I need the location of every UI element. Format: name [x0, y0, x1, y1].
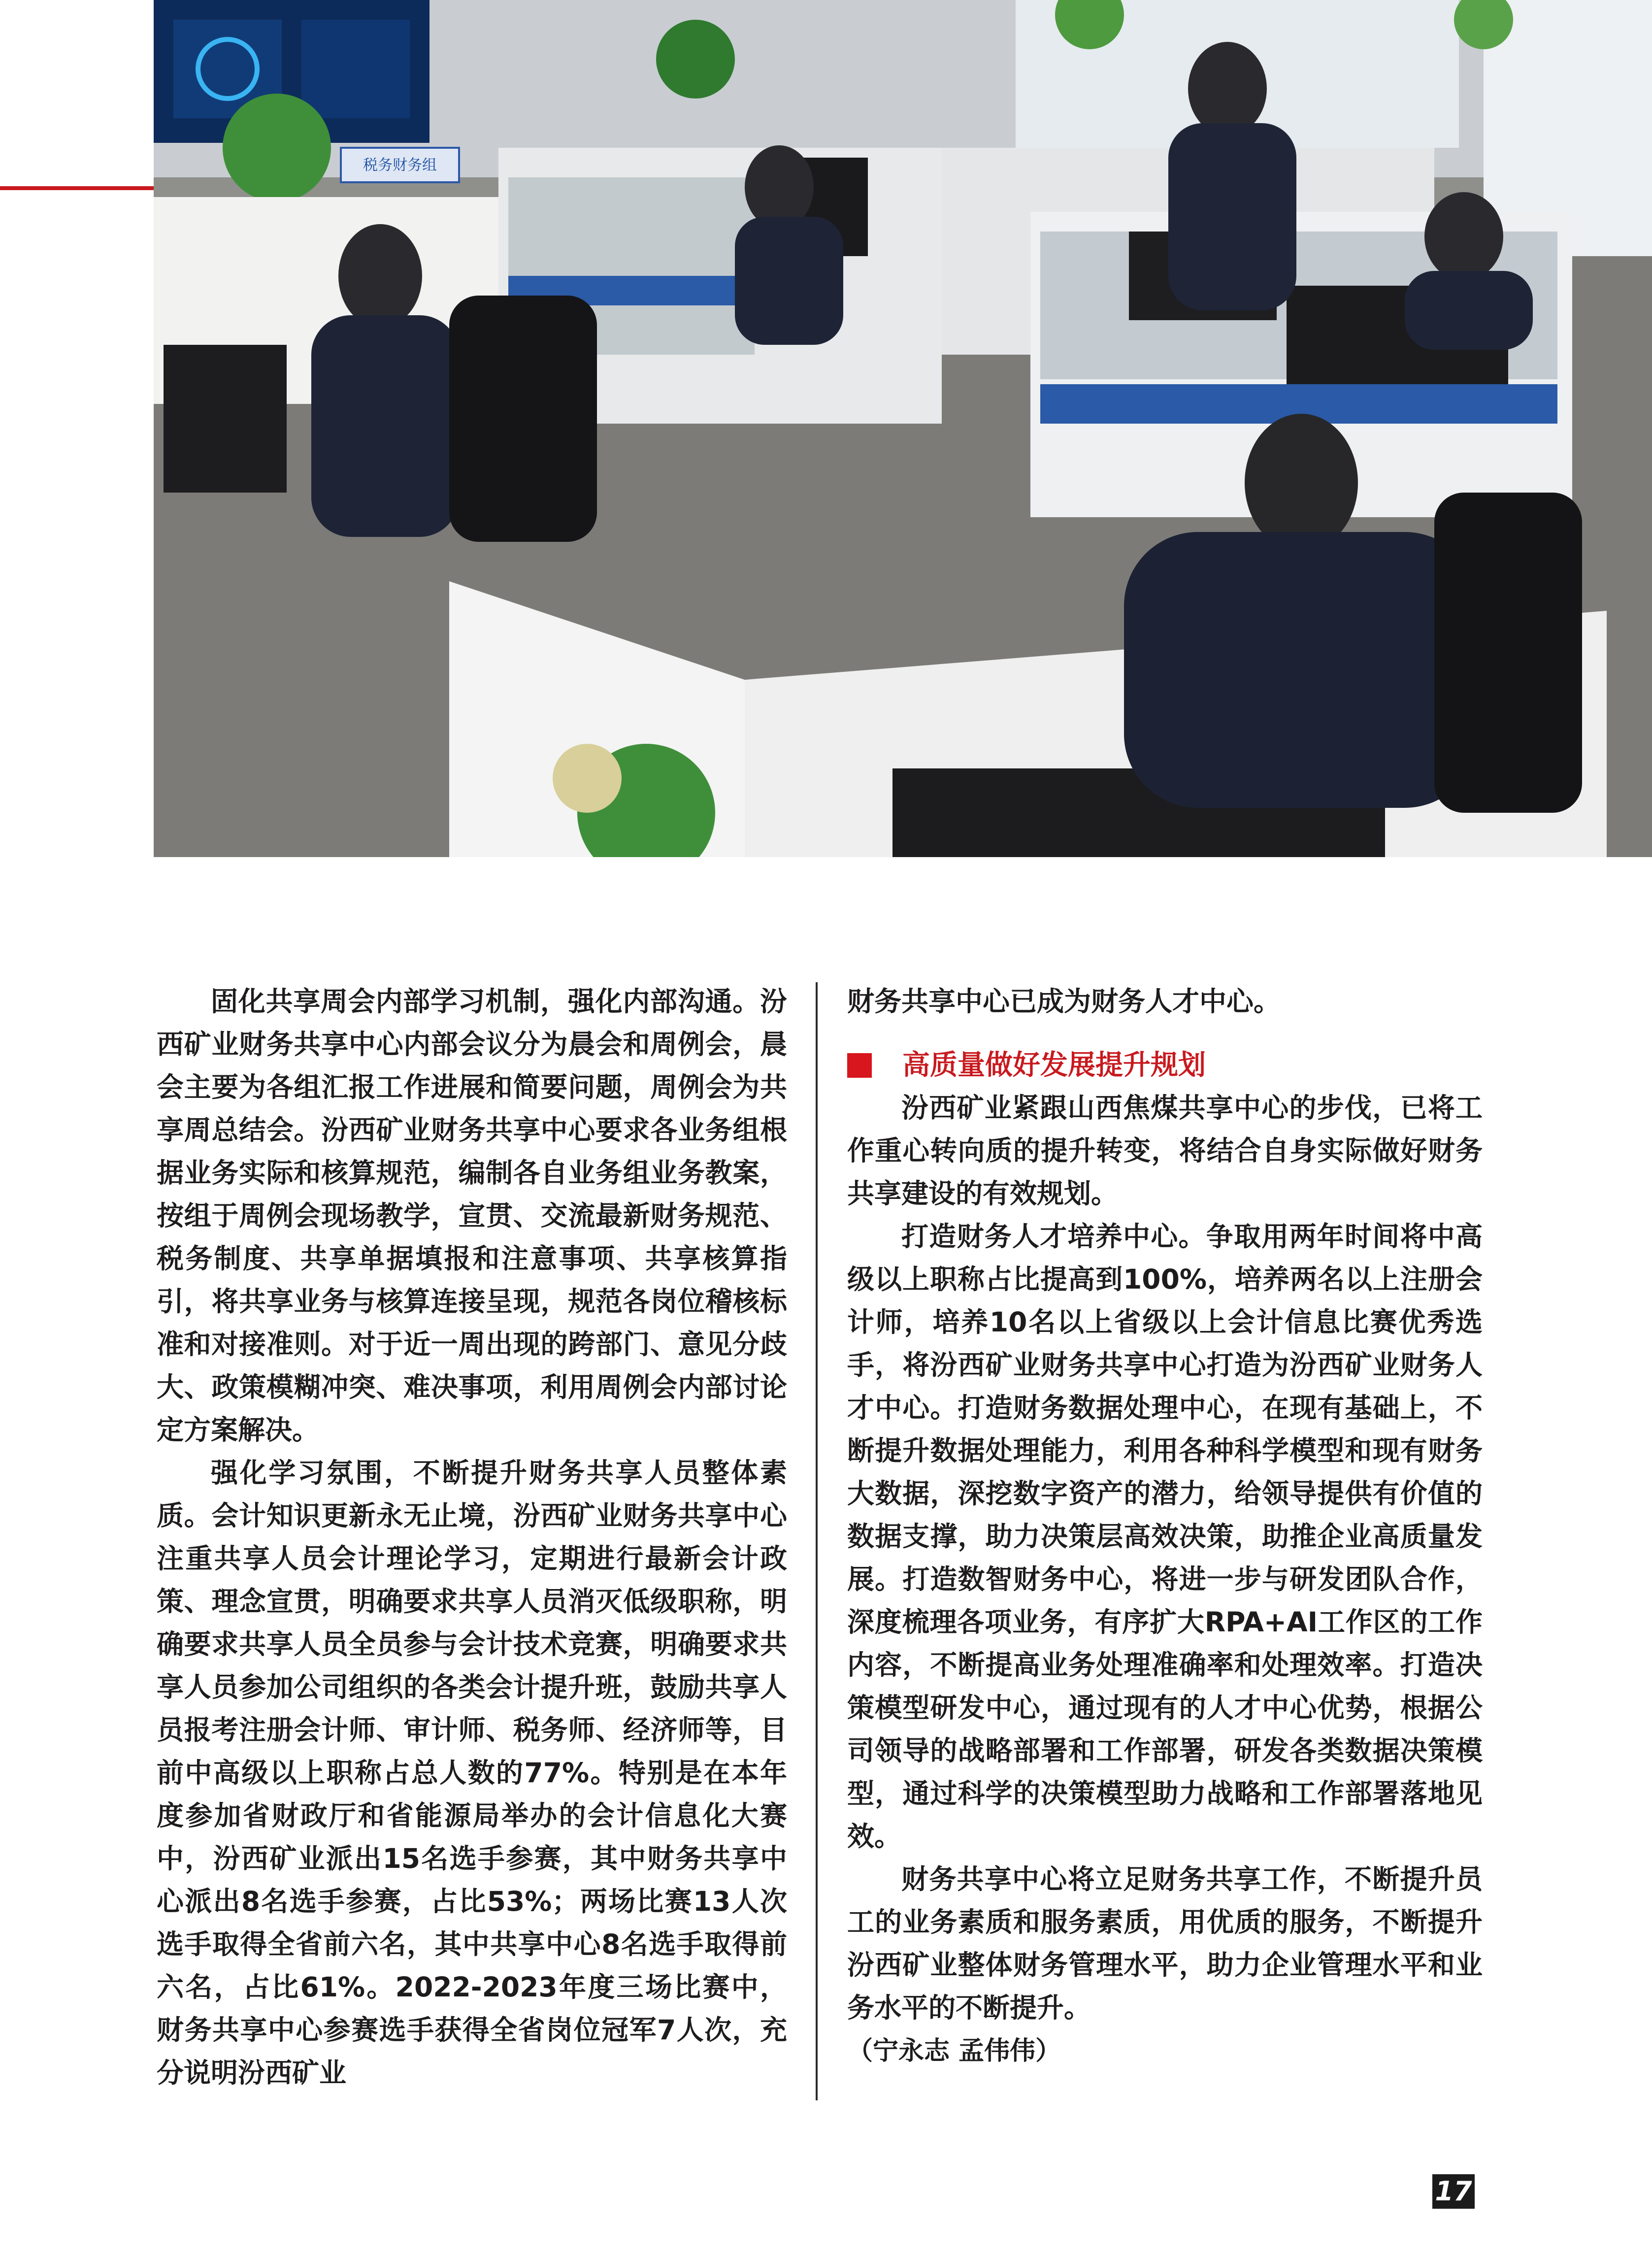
office-photo — [154, 0, 1652, 857]
red-accent-rule — [0, 186, 154, 190]
right-column — [847, 980, 1483, 2072]
left-column — [157, 980, 787, 2094]
page-number: 17 — [1432, 2174, 1475, 2209]
right-paragraph-2: 打造财务人才培养中心。争取用两年时间将中高级以上职称占比提高到100%，培养两名以上注册会计师，培养10名以上省级以上会计信息比赛优秀选手，将汾西矿业财务共享中心打造为汾西矿业财务人才中心。打造财务数据处理中心，在现有基础上，不断提升数据处理能力，利用各种科学模型和现有财务大数据，深挖数字资产的潜力，给领导提供有价值的数据支撑，助力决策层高效决策，助推企业高质量发展。打造数智财务中心，将进一步与研发团队合作，深度梳理各项业务，有序扩大RPA+AI工作区的工作内容，不断提高业务处理准确率和处理效率。打造决策模型研发中心，通过现有的人才中心优势，根据公司领导的战略部署和工作部署，研发各类数据决策模型，通过科学的决策模型助力战略和工作部署落地见效。 — [847, 1221, 1483, 1852]
section-heading — [847, 1044, 1483, 1087]
right-paragraph-0: 财务共享中心已成为财务人才中心。 — [847, 986, 1281, 1017]
authors-credit: （宁永志 孟伟伟） — [847, 2036, 1061, 2066]
board-label: 税务财务组 — [363, 157, 437, 174]
section-heading-text: 高质量做好发展提升规划 — [902, 1049, 1206, 1081]
left-paragraph-2: 强化学习氛围，不断提升财务共享人员整体素质。会计知识更新永无止境，汾西矿业财务共享中心注重共享人员会计理论学习，定期进行最新会计政策、理念宣贯，明确要求共享人员消灭低级职称，明确要求共享人员全员参与会计技术竞赛，明确要求共享人员参加公司组织的各类会计提升班，鼓励共享人员报考注册会计师、审计师、税务师、经济师等，目前中高级以上职称占总人数的77%。特别是在本年度参加省财政厅和省能源局举办的会计信息化大赛中，汾西矿业派出15名选手参赛，其中财务共享中心派出8名选手参赛，占比53%；两场比赛13人次选手取得全省前六名，其中共享中心8名选手取得前六名，占比61%。2022-2023年度三场比赛中，财务共享中心参赛选手获得全省岗位冠军7人次，充分说明汾西矿业 — [157, 1457, 787, 2089]
left-paragraph-1: 固化共享周会内部学习机制，强化内部沟通。汾西矿业财务共享中心内部会议分为晨会和周例会，晨会主要为各组汇报工作进展和简要问题，周例会为共享周总结会。汾西矿业财务共享中心要求各业务组根据业务实际和核算规范，编制各自业务组业务教案，按组于周例会现场教学，宣贯、交流最新财务规范、税务制度、共享单据填报和注意事项、共享核算指引，将共享业务与核算连接呈现，规范各岗位稽核标准和对接准则。对于近一周出现的跨部门、意见分歧大、政策模糊冲突、难决事项，利用周例会内部讨论定方案解决。 — [157, 986, 787, 1446]
right-paragraph-1: 汾西矿业紧跟山西焦煤共享中心的步伐，已将工作重心转向质的提升转变，将结合自身实际做好财务共享建设的有效规划。 — [847, 1092, 1483, 1209]
column-divider — [816, 982, 818, 2100]
right-paragraph-3: 财务共享中心将立足财务共享工作，不断提升员工的业务素质和服务素质，用优质的服务，不断提升汾西矿业整体财务管理水平，助力企业管理水平和业务水平的不断提升。 — [847, 1863, 1483, 2024]
photo-icon — [154, 0, 1652, 857]
red-square-icon — [847, 1053, 872, 1078]
